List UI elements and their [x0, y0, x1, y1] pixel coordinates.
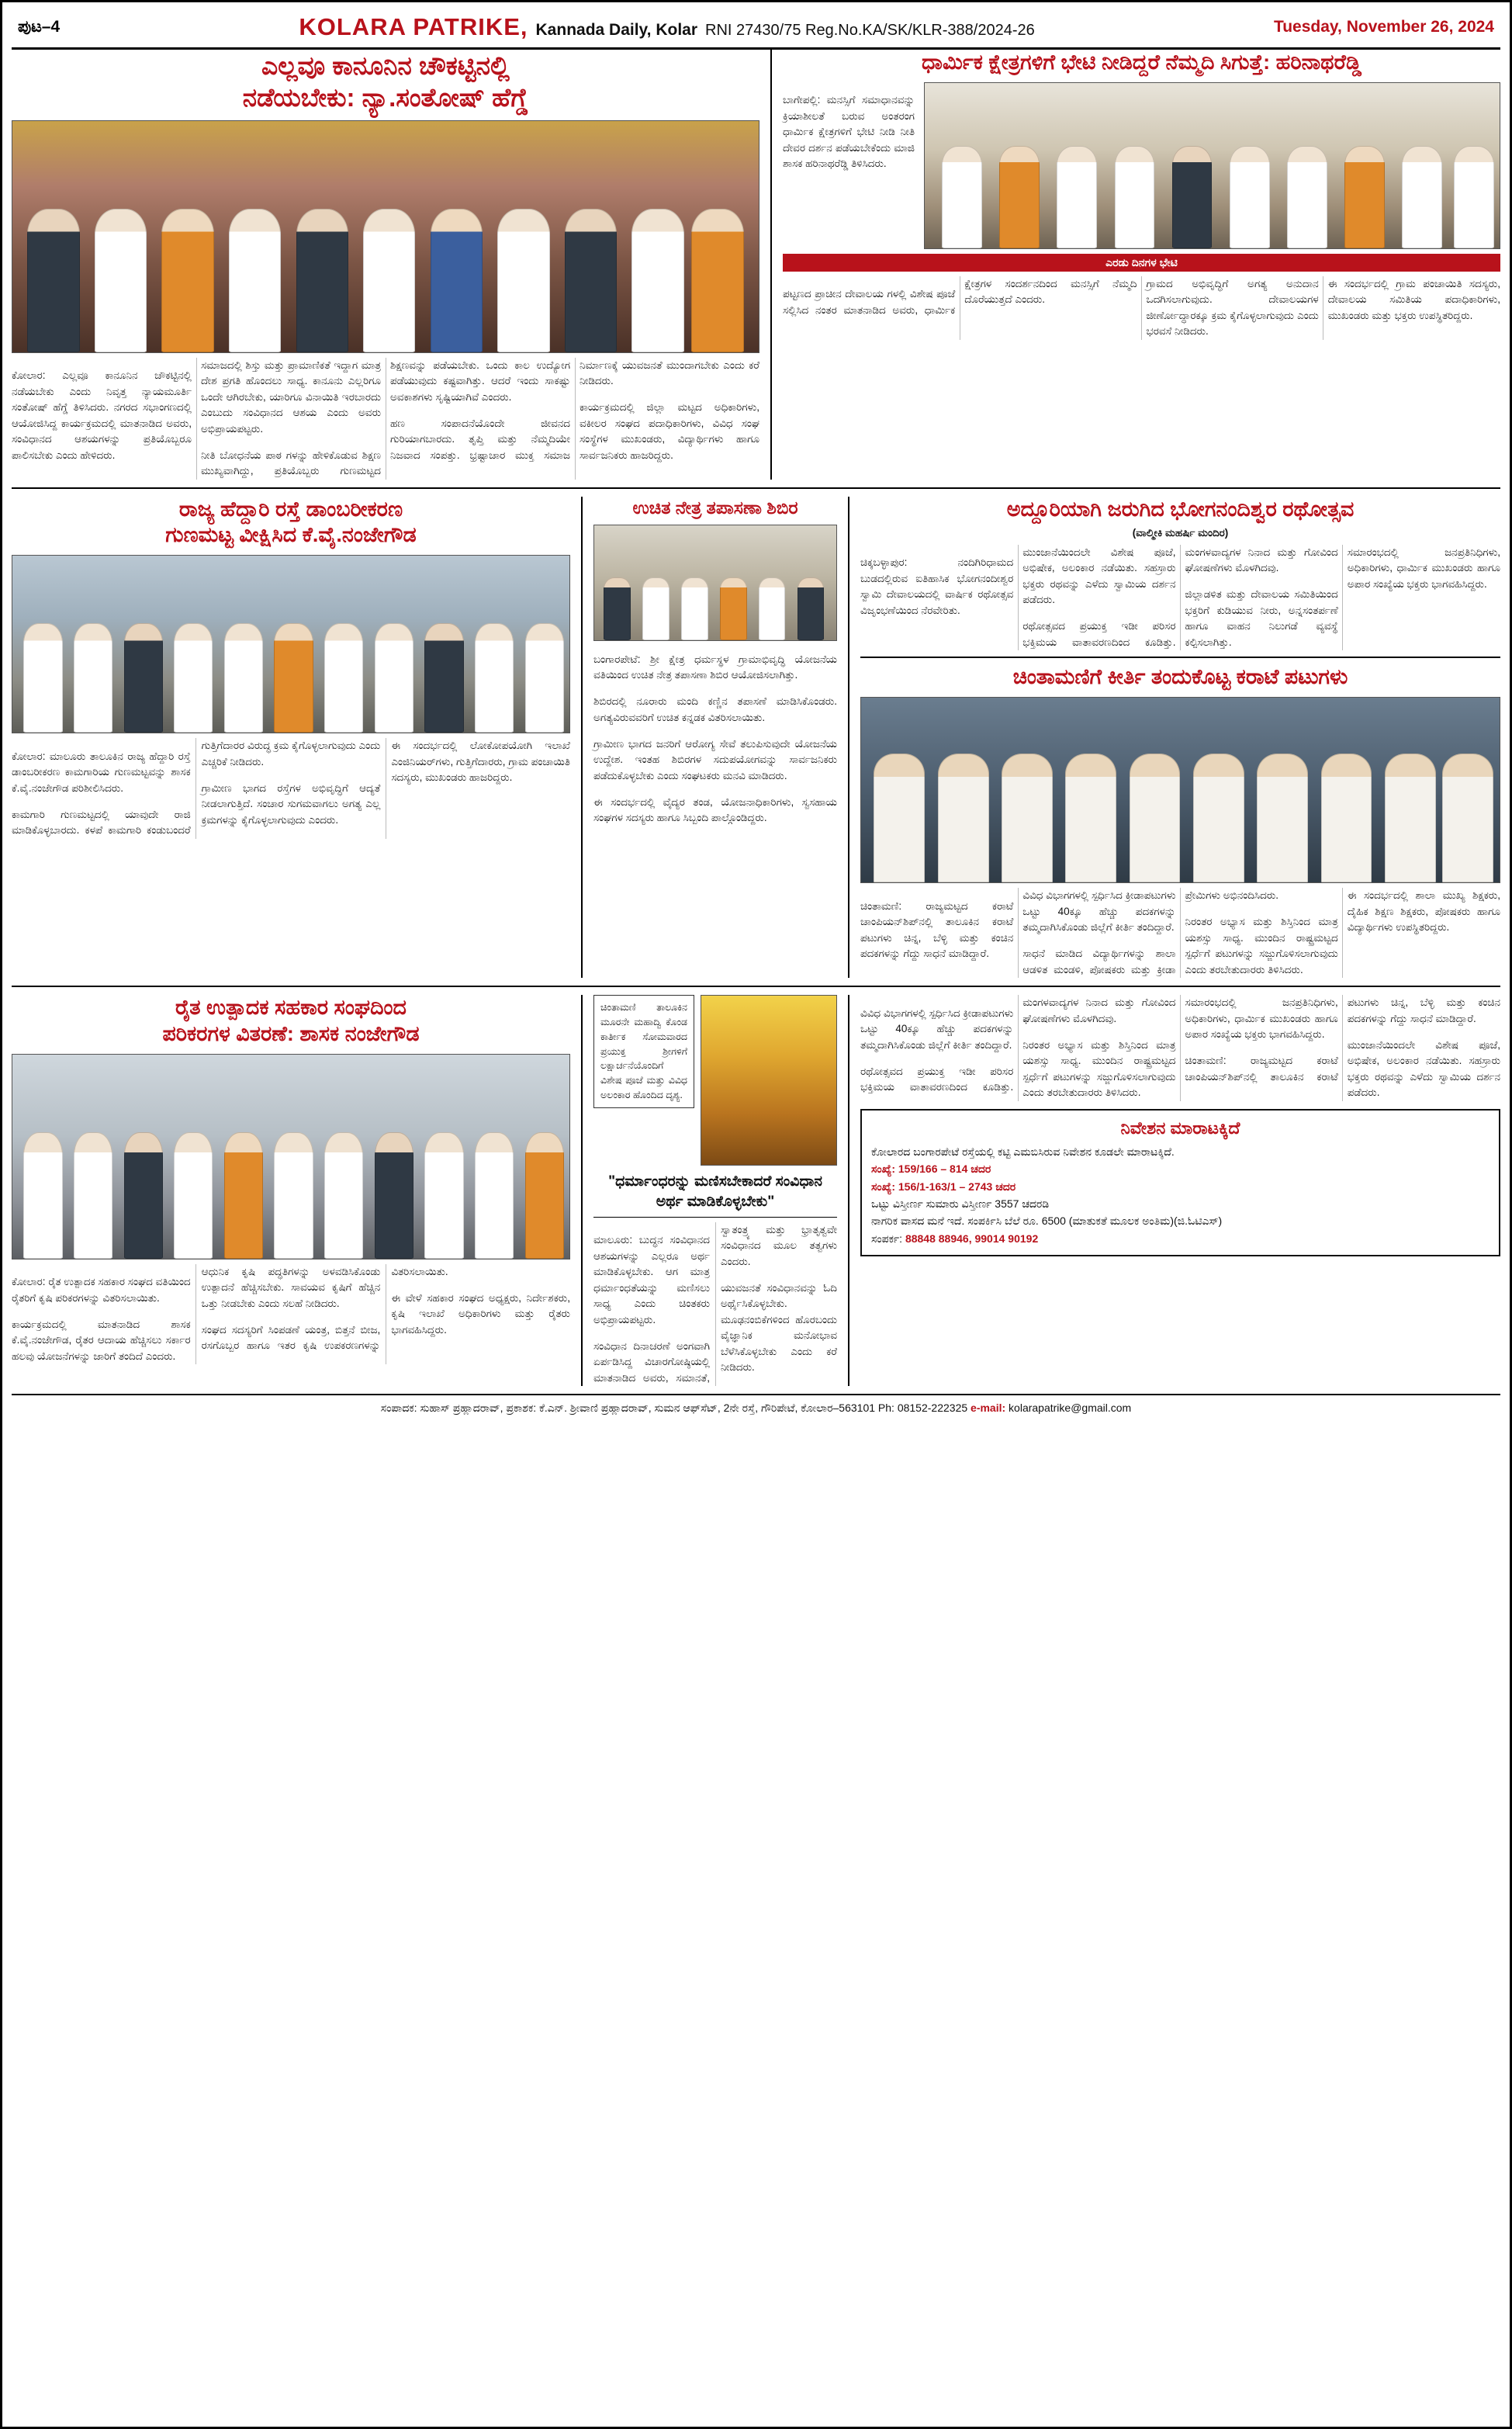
highway-photo-wrap [12, 555, 570, 733]
farmer-body [12, 1264, 570, 1365]
bottom-section [12, 987, 1500, 1386]
page-footer [12, 1394, 1500, 1422]
notice-contact-numbers: 88848 88946, 99014 90192 [905, 1232, 1039, 1245]
festival-paragraph: ಚಿಕ್ಕಬಳ್ಳಾಪುರ: ನಂದಿಗಿರಿಧಾಮದ ಬುಡದಲ್ಲಿರುವ ಐತಿಹಾಸಿಕ ಭೋಗನಂದೀಶ್ವರ ಸ್ವಾಮಿ ದೇವಾಲಯದಲ್ಲಿ ವಾರ್ಷಿಕ ರಥೋತ್ಸವ ವಿಜೃಂಭಣೆಯಿಂದ ನೆರವೇರಿತು. [860, 556, 1014, 616]
right-continuation-column [848, 995, 1500, 1386]
highway-headline-line1: ರಾಜ್ಯ ಹೆದ್ದಾರಿ ರಸ್ತೆ ಡಾಂಬರೀಕರಣ [178, 497, 403, 521]
religious-paragraph: ಗ್ರಾಮದ ಅಭಿವೃದ್ಧಿಗೆ ಅಗತ್ಯ ಅನುದಾನ ಒದಗಿಸಲಾಗುವುದು. ದೇವಾಲಯಗಳ ಜೀರ್ಣೋದ್ಧಾರಕ್ಕೂ ಕ್ರಮ ಕೈಗೊಳ್ಳಲಾಗುವುದು ಎಂದು ಭರವಸೆ ನೀಡಿದರು. [1146, 277, 1319, 338]
eye-camp-paragraph: ಈ ಸಂದರ್ಭದಲ್ಲಿ ವೈದ್ಯರ ತಂಡ, ಯೋಜನಾಧಿಕಾರಿಗಳು, ಸ್ವಸಹಾಯ ಸಂಘಗಳ ಸದಸ್ಯರು ಹಾಗೂ ಸಿಬ್ಬಂದಿ ಪಾಲ್ಗೊಂಡಿದ್ದರು. [593, 795, 837, 824]
road-inspection-photo [12, 555, 570, 733]
eye-camp-headline: ಉಚಿತ ನೇತ್ರ ತಪಾಸಣಾ ಶಿಬಿರ [632, 497, 798, 518]
page-number-label: ಪುಟ–4 [18, 18, 61, 36]
festival-headline: ಅದ್ದೂರಿಯಾಗಿ ಜರುಗಿದ ಭೋಗನಂದಿಶ್ವರ ರಥೋತ್ಸವ [1006, 497, 1355, 521]
footer-phone: 08152-222325 [897, 1402, 968, 1415]
religious-paragraph: ಬಾಗೇಪಲ್ಲಿ: ಮನಸ್ಸಿಗೆ ಸಮಾಧಾನವನ್ನು ಕ್ರಿಯಾಶೀಲತೆ ಬರುವ ಅಂತರಂಗ ಧಾರ್ಮಿಕ ಕ್ಷೇತ್ರಗಳಿಗೆ ಭೇಟಿ ನೀಡಿ ನೀತಿ ದೇವರ ದರ್ಶನ ಪಡೆಯಬೇಕೆಂದು ಮಾಜಿ ಶಾಸಕ ಹರಿನಾಥರೆಡ್ಡಿ ತಿಳಿಸಿದರು. [783, 94, 915, 170]
karate-paragraph: ಚಿಂತಾಮಣಿ: ರಾಜ್ಯಮಟ್ಟದ ಕರಾಟೆ ಚಾಂಪಿಯನ್‌ಶಿಪ್‌ನಲ್ಲಿ ತಾಲೂಕಿನ ಕರಾಟೆ ಪಟುಗಳು ಚಿನ್ನ, ಬೆಳ್ಳಿ ಮತ್ತು ಕಂಚಿನ ಪದಕಗಳನ್ನು ಗೆದ್ದು ಸಾಧನೆ ಮಾಡಿದ್ದಾರೆ. [860, 899, 1014, 960]
middle-section [12, 489, 1500, 988]
rni-registration: RNI 27430/75 Reg.No.KA/SK/KLR-388/2024-26 [705, 22, 1035, 39]
lead-body [12, 358, 759, 480]
continuation-paragraph: ಮುಂಜಾನೆಯಿಂದಲೇ ವಿಶೇಷ ಪೂಜೆ, ಅಭಿಷೇಕ, ಅಲಂಕಾರ ನಡೆಯಿತು. ಸಹಸ್ರಾರು ಭಕ್ತರು ರಥವನ್ನು ಎಳೆದು ಸ್ವಾಮಿಯ ದರ್ಶನ ಪಡೆದರು. [1347, 1038, 1500, 1099]
notice-item: ಒಟ್ಟು ವಿಸ್ತೀರ್ಣ ಸುಮಾರು ವಿಸ್ತೀರ್ಣ 3557 ಚದರಡಿ [871, 1197, 1050, 1211]
footer-email-label: e-mail: [971, 1402, 1006, 1415]
religious-paragraph: ಪಟ್ಟಣದ ಪ್ರಾಚೀನ ದೇವಾಲಯ ಗಳಲ್ಲಿ ವಿಶೇಷ ಪೂಜೆ ಸಲ್ಲಿಸಿದ ನಂತರ ಮಾತನಾಡಿದ ಅವರು, ಧಾರ್ಮಿಕ ಕ್ಷೇತ್ರಗಳ ಸಂದರ್ಶನದಿಂದ ಮನಸ್ಸಿಗೆ ನೆಮ್ಮದಿ ದೊರೆಯುತ್ತದೆ ಎಂದರು. [783, 277, 1137, 316]
continuation-paragraph: ರಥೋತ್ಸವದ ಪ್ರಯುಕ್ತ ಇಡೀ ಪರಿಸರ ಭಕ್ತಿಮಯ ವಾತಾವರಣದಿಂದ ಕೂಡಿತ್ತು. ಮಂಗಳವಾದ್ಯಗಳ ನಿನಾದ ಮತ್ತು ಗೋವಿಂದ ಘೋಷಣೆಗಳು ಮೊಳಗಿದವು. [860, 996, 1176, 1093]
karate-paragraph: ವಿವಿಧ ವಿಭಾಗಗಳಲ್ಲಿ ಸ್ಪರ್ಧಿಸಿದ ಕ್ರೀಡಾಪಟುಗಳು ಒಟ್ಟು 40ಕ್ಕೂ ಹೆಚ್ಚು ಪದಕಗಳನ್ನು ತಮ್ಮದಾಗಿಸಿಕೊಂಡು ಜಿಲ್ಲೆಗೆ ಕೀರ್ತಿ ತಂದಿದ್ದಾರೆ. [1022, 889, 1176, 934]
religious-story [770, 50, 1500, 480]
religious-body [783, 276, 1500, 340]
highway-paragraph: ಗ್ರಾಮೀಣ ಭಾಗದ ರಸ್ತೆಗಳ ಅಭಿವೃದ್ಧಿಗೆ ಆದ್ಯತೆ ನೀಡಲಾಗುತ್ತಿದೆ. ಸಂಚಾರ ಸುಗಮವಾಗಲು ಅಗತ್ಯ ಎಲ್ಲ ಕ್ರಮಗಳನ್ನು ಕೈಗೊಳ್ಳಲಾಗುವುದು ಎಂದರು. [201, 781, 381, 826]
eye-check-up-camp-photo [593, 525, 837, 641]
footer-email[interactable]: kolarapatrike@gmail.com [1009, 1402, 1132, 1415]
continuation-paragraph: ವಿವಿಧ ವಿಭಾಗಗಳಲ್ಲಿ ಸ್ಪರ್ಧಿಸಿದ ಕ್ರೀಡಾಪಟುಗಳು ಒಟ್ಟು 40ಕ್ಕೂ ಹೆಚ್ಚು ಪದಕಗಳನ್ನು ತಮ್ಮದಾಗಿಸಿಕೊಂಡು ಜಿಲ್ಲೆಗೆ ಕೀರ್ತಿ ತಂದಿದ್ದಾರೆ. [860, 1007, 1014, 1051]
farmer-headline-line2: ಪರಿಕರಗಳ ವಿತರಣೆ: ಶಾಸಕ ನಂಜೇಗೌಡ [162, 1022, 420, 1046]
farmer-photo-wrap [12, 1054, 570, 1260]
lead-headline-line1: ಎಲ್ಲವೂ ಕಾನೂನಿನ ಚೌಕಟ್ಟಿನಲ್ಲಿ [261, 51, 510, 80]
festival-paragraph: ಜಿಲ್ಲಾಡಳಿತ ಮತ್ತು ದೇವಾಲಯ ಸಮಿತಿಯಿಂದ ಭಕ್ತರಿಗೆ ಕುಡಿಯುವ ನೀರು, ಅನ್ನಸಂತರ್ಪಣೆ ಹಾಗೂ ವಾಹನ ನಿಲುಗಡೆ ವ್ಯವಸ್ಥೆ ಕಲ್ಪಿಸಲಾಗಿತ್ತು. [1185, 588, 1338, 648]
farmer-story [12, 995, 570, 1386]
karate-photo-wrap [860, 697, 1500, 883]
lead-paragraph: ಹಣ ಸಂಪಾದನೆಯೊಂದೇ ಜೀವನದ ಗುರಿಯಾಗಬಾರದು. ತೃಪ್ತಿ ಮತ್ತು ನೆಮ್ಮದಿಯೇ ನಿಜವಾದ ಸಂಪತ್ತು. ಭ್ರಷ್ಟಾಚಾರ ಮುಕ್ತ ಸಮಾಜ ನಿರ್ಮಾಣಕ್ಕೆ ಯುವಜನತೆ ಮುಂದಾಗಬೇಕು ಎಂದು ಕರೆ ನೀಡಿದರು. [390, 359, 759, 461]
religious-lead-column [783, 82, 915, 249]
karate-team-group-photo [860, 697, 1500, 883]
temple-visit-photo [924, 82, 1500, 249]
lamp-lighting-ceremony-photo [12, 120, 759, 353]
constitution-quote: "ಧರ್ಮಾಂಧರನ್ನು ಮಣಿಸಬೇಕಾದರೆ ಸಂವಿಧಾನ ಅರ್ಥ ಮಾಡಿಕೊಳ್ಳಬೇಕು" [608, 1173, 822, 1210]
temple-photo-caption: ಚಿಂತಾಮಣಿ ತಾಲೂಕಿನ ಮೂರನೇ ಮಹಾದ್ವಿ ಕೊಂಡ ಕಾರ್ತೀಕ ಸೋಮವಾರದ ಪ್ರಯುಕ್ತ ಶ್ರೀಗಳಿಗೆ ಲಕ್ಷಾರ್ಚನೆಯೊಂದಿಗೆ ವಿಶೇಷ ಪೂಜೆ ಮತ್ತು ವಿವಿಧ ಅಲಂಕಾರ ಹೊಂದಿದ ದೃಶ್ಯ. [593, 995, 694, 1107]
eye-camp-story [581, 497, 837, 979]
notice-contact-label: ಸಂಪರ್ಕ: [871, 1232, 903, 1245]
religious-headline: ಧಾರ್ಮಿಕ ಕ್ಷೇತ್ರಗಳಿಗೆ ಭೇಟಿ ನೀಡಿದ್ದರೆ ನೆಮ್ಮದಿ ಸಿಗುತ್ತೆ: ಹರಿನಾಥರೆಡ್ಡಿ [921, 50, 1362, 74]
publication-title: KOLARA PATRIKE, [299, 13, 528, 40]
festival-paragraph: ಮುಂಜಾನೆಯಿಂದಲೇ ವಿಶೇಷ ಪೂಜೆ, ಅಭಿಷೇಕ, ಅಲಂಕಾರ ನಡೆಯಿತು. ಸಹಸ್ರಾರು ಭಕ್ತರು ರಥವನ್ನು ಎಳೆದು ಸ್ವಾಮಿಯ ದರ್ಶನ ಪಡೆದರು. [1022, 546, 1176, 606]
eye-camp-paragraph: ಶಿಬಿರದಲ್ಲಿ ನೂರಾರು ಮಂದಿ ಕಣ್ಣಿನ ತಪಾಸಣೆ ಮಾಡಿಸಿಕೊಂಡರು. ಅಗತ್ಯವಿರುವವರಿಗೆ ಉಚಿತ ಕನ್ನಡಕ ವಿತರಿಸಲಾಯಿತು. [593, 695, 837, 723]
lead-paragraph: ಕೋಲಾರ: ಎಲ್ಲವೂ ಕಾನೂನಿನ ಚೌಕಟ್ಟಿನಲ್ಲಿ ನಡೆಯಬೇಕು ಎಂದು ನಿವೃತ್ತ ನ್ಯಾಯಮೂರ್ತಿ ಸಂತೋಷ್ ಹೆಗ್ಡೆ ತಿಳಿಸಿದರು. ನಗರದ ಸಭಾಂಗಣದಲ್ಲಿ ಆಯೋಜಿಸಿದ್ದ ಕಾರ್ಯಕ್ರಮದಲ್ಲಿ ಮಾತನಾಡಿದ ಅವರು, ಸಂವಿಧಾನದ ಆಶಯಗಳನ್ನು ಪ್ರತಿಯೊಬ್ಬರೂ ಪಾಲಿಸಬೇಕು ಎಂದು ಹೇಳಿದರು. [12, 369, 192, 461]
farmer-paragraph: ಸಂಘದ ಸದಸ್ಯರಿಗೆ ಸಿಂಪಡಣೆ ಯಂತ್ರ, ಬಿತ್ತನೆ ಬೀಜ, ರಸಗೊಬ್ಬರ ಹಾಗೂ ಇತರ ಕೃಷಿ ಉಪಕರಣಗಳನ್ನು ವಿತರಿಸಲಾಯಿತು. [201, 1265, 448, 1352]
lead-paragraph: ಕಾರ್ಯಕ್ರಮದಲ್ಲಿ ಜಿಲ್ಲಾ ಮಟ್ಟದ ಅಧಿಕಾರಿಗಳು, ವಕೀಲರ ಸಂಘದ ಪದಾಧಿಕಾರಿಗಳು, ವಿವಿಧ ಸಂಘ ಸಂಸ್ಥೆಗಳ ಮುಖಂಡರು, ವಿದ್ಯಾರ್ಥಿಗಳು ಹಾಗೂ ಸಾರ್ವಜನಿಕರು ಹಾಜರಿದ್ದರು. [580, 401, 759, 461]
religious-paragraph: ಈ ಸಂದರ್ಭದಲ್ಲಿ ಗ್ರಾಮ ಪಂಚಾಯಿತಿ ಸದಸ್ಯರು, ದೇವಾಲಯ ಸಮಿತಿಯ ಪದಾಧಿಕಾರಿಗಳು, ಮುಖಂಡರು ಮತ್ತು ಭಕ್ತರು ಉಪಸ್ಥಿತರಿದ್ದರು. [1327, 277, 1500, 321]
publication-date: Tuesday, November 26, 2024 [1273, 18, 1494, 36]
karate-paragraph: ನಿರಂತರ ಅಭ್ಯಾಸ ಮತ್ತು ಶಿಸ್ತಿನಿಂದ ಮಾತ್ರ ಯಶಸ್ಸು ಸಾಧ್ಯ. ಮುಂದಿನ ರಾಷ್ಟ್ರಮಟ್ಟದ ಸ್ಪರ್ಧೆಗೆ ಪಟುಗಳನ್ನು ಸಜ್ಜುಗೊಳಿಸಲಾಗುವುದು ಎಂದು ತರಬೇತುದಾರರು ತಿಳಿಸಿದರು. [1185, 916, 1338, 975]
notice-title: ನಿವೇಶನ ಮಾರಾಟಕ್ಕಿದೆ [1120, 1117, 1240, 1138]
highway-paragraph: ಈ ಸಂದರ್ಭದಲ್ಲಿ ಲೋಕೋಪಯೋಗಿ ಇಲಾಖೆ ಎಂಜಿನಿಯರ್‌ಗಳು, ಗುತ್ತಿಗೆದಾರರು, ಗ್ರಾಮ ಪಂಚಾಯಿತಿ ಸದಸ್ಯರು, ಮುಖಂಡರು ಹಾಜರಿದ್ದರು. [391, 740, 570, 784]
notice-item: ಸಂಖ್ಯೆ: 159/166 – 814 ಚದರ [871, 1163, 991, 1176]
festival-kicker: (ವಾಲ್ಮೀಕಿ ಮಹರ್ಷಿ ಮಂದಿರ) [1132, 527, 1229, 539]
lead-photo-wrap [12, 120, 759, 353]
karate-body [860, 888, 1500, 978]
eye-camp-photo-wrap [593, 525, 837, 641]
notice-item: ಸಂಖ್ಯೆ: 156/1-163/1 – 2743 ಚದರ [871, 1180, 1016, 1193]
lead-paragraph: ಸಮಾಜದಲ್ಲಿ ಶಿಸ್ತು ಮತ್ತು ಪ್ರಾಮಾಣಿಕತೆ ಇದ್ದಾಗ ಮಾತ್ರ ದೇಶ ಪ್ರಗತಿ ಹೊಂದಲು ಸಾಧ್ಯ. ಕಾನೂನು ಎಲ್ಲರಿಗೂ ಒಂದೇ ಆಗಿರಬೇಕು, ಯಾರಿಗೂ ವಿನಾಯಿತಿ ಇರಬಾರದು ಎಂಬುದು ಸಂವಿಧಾನದ ಆಶಯ ಎಂದು ಅವರು ಅಭಿಪ್ರಾಯಪಟ್ಟರು. [201, 359, 381, 435]
top-section [12, 50, 1500, 489]
temple-box-body [593, 1222, 837, 1387]
notice-footer-line: ನಾಗರಿಕ ವಾಸದ ಮನೆ ಇದೆ. ಸಂಪರ್ಕಿಸಿ ಬೆಲೆ ರೂ. 6500 (ಮಾತುಕತೆ ಮೂಲಕ ಅಂತಿಮ)(ಜಿ.ಓಟಿಎಸ್) [871, 1214, 1223, 1228]
eye-camp-paragraph: ಗ್ರಾಮೀಣ ಭಾಗದ ಜನರಿಗೆ ಆರೋಗ್ಯ ಸೇವೆ ತಲುಪಿಸುವುದೇ ಯೋಜನೆಯ ಉದ್ದೇಶ. ಇಂತಹ ಶಿಬಿರಗಳ ಸದುಪಯೋಗವನ್ನು ಸಾರ್ವಜನಿಕರು ಪಡೆದುಕೊಳ್ಳಬೇಕು ಎಂದು ಸಂಘಟಕರು ಮನವಿ ಮಾಡಿದರು. [593, 737, 837, 781]
notice-contact [871, 1230, 1490, 1247]
publication-subtitle: Kannada Daily, Kolar [535, 21, 698, 39]
karate-continuation-body [860, 995, 1500, 1101]
festival-body [860, 545, 1500, 651]
masthead-center [67, 13, 1266, 41]
footer-imprint: ಸಂಪಾದಕ: ಸುಹಾಸ್ ಪ್ರಹ್ಲಾದರಾವ್, ಪ್ರಕಾಶಕ: ಕೆ.ಎನ್. ಶ್ರೀವಾಣಿ ಪ್ರಹ್ಲಾದರಾವ್, ಸುಮನ ಆಫ್‌ಸೆಟ್, 2ನೇ ರಸ್ತೆ, ಗೌರಿಪೇಟೆ, ಕೋಲಾರ–563101 [380, 1402, 876, 1415]
religious-red-label: ಎರಡು ದಿನಗಳ ಭೇಟಿ [783, 254, 1500, 272]
lead-story [12, 50, 759, 480]
eye-camp-body [593, 652, 837, 826]
continuation-paragraph: ಚಿಂತಾಮಣಿ: ರಾಜ್ಯಮಟ್ಟದ ಕರಾಟೆ ಚಾಂಪಿಯನ್‌ಶಿಪ್‌ನಲ್ಲಿ ತಾಲೂಕಿನ ಕರಾಟೆ ಪಟುಗಳು ಚಿನ್ನ, ಬೆಳ್ಳಿ ಮತ್ತು ಕಂಚಿನ ಪದಕಗಳನ್ನು ಗೆದ್ದು ಸಾಧನೆ ಮಾಡಿದ್ದಾರೆ. [1185, 996, 1500, 1083]
decorated-deity-photo [701, 995, 837, 1166]
farmer-paragraph: ಕಾರ್ಯಕ್ರಮದಲ್ಲಿ ಮಾತನಾಡಿದ ಶಾಸಕ ಕೆ.ವೈ.ನಂಜೇಗೌಡ, ರೈತರ ಆದಾಯ ಹೆಚ್ಚಿಸಲು ಸರ್ಕಾರ ಹಲವು ಯೋಜನೆಗಳನ್ನು ಜಾರಿಗೆ ತಂದಿದೆ ಎಂದರು. [12, 1318, 191, 1362]
temple-box-column [581, 995, 837, 1386]
highway-paragraph: ಕೋಲಾರ: ಮಾಲೂರು ತಾಲೂಕಿನ ರಾಜ್ಯ ಹೆದ್ದಾರಿ ರಸ್ತೆ ಡಾಂಬರೀಕರಣ ಕಾಮಗಾರಿಯ ಗುಣಮಟ್ಟವನ್ನು ಶಾಸಕ ಕೆ.ವೈ.ನಂಜೇಗೌಡ ಪರಿಶೀಲಿಸಿದರು. [12, 750, 191, 794]
temple-box-paragraph: ಯುವಜನತೆ ಸಂವಿಧಾನವನ್ನು ಓದಿ ಅರ್ಥೈಸಿಕೊಳ್ಳಬೇಕು. ಮೂಢನಂಬಿಕೆಗಳಿಂದ ಹೊರಬಂದು ವೈಜ್ಞಾನಿಕ ಮನೋಭಾವ ಬೆಳೆಸಿಕೊಳ್ಳಬೇಕು ಎಂದು ಕರೆ ನೀಡಿದರು. [721, 1281, 837, 1374]
farmer-paragraph: ಈ ವೇಳೆ ಸಹಕಾರ ಸಂಘದ ಅಧ್ಯಕ್ಷರು, ನಿರ್ದೇಶಕರು, ಕೃಷಿ ಇಲಾಖೆ ಅಧಿಕಾರಿಗಳು ಮತ್ತು ರೈತರು ಭಾಗವಹಿಸಿದ್ದರು. [391, 1291, 570, 1336]
lead-paragraph: ನೀತಿ ಬೋಧನೆಯ ಪಾಠ ಗಳನ್ನು ಹೇಳಿಕೊಡುವ ಶಿಕ್ಷಣ ಮುಖ್ಯವಾಗಿದ್ದು, ಪ್ರತಿಯೊಬ್ಬರು ಗುಣಮಟ್ಟದ ಶಿಕ್ಷಣವನ್ನು ಪಡೆಯಬೇಕು. ಒಂದು ಕಾಲ ಉದ್ಯೋಗ ಪಡೆಯುವುದು ಕಷ್ಟವಾಗಿತ್ತು. ಆದರೆ ಇಂದು ಸಾಕಷ್ಟು ಅವಕಾಶಗಳು ಸೃಷ್ಟಿಯಾಗಿವೆ ಎಂದರು. [201, 359, 570, 477]
festival-karate-column [848, 497, 1500, 979]
religious-top [783, 82, 1500, 249]
temple-box-paragraph: ಸಂವಿಧಾನ ದಿನಾಚರಣೆ ಅಂಗವಾಗಿ ಏರ್ಪಡಿಸಿದ್ದ ವಿಚಾರಗೋಷ್ಠಿಯಲ್ಲಿ ಮಾತನಾಡಿದ ಅವರು, ಸಮಾನತೆ, ಸ್ವಾತಂತ್ರ್ಯ ಮತ್ತು ಭ್ರಾತೃತ್ವವೇ ಸಂವಿಧಾನದ ಮೂಲ ತತ್ವಗಳು ಎಂದರು. [593, 1223, 837, 1384]
eye-camp-paragraph: ಬಂಗಾರಪೇಟೆ: ಶ್ರೀ ಕ್ಷೇತ್ರ ಧರ್ಮಸ್ಥಳ ಗ್ರಾಮಾಭಿವೃದ್ಧಿ ಯೋಜನೆಯ ವತಿಯಿಂದ ಉಚಿತ ನೇತ್ರ ತಪಾಸಣಾ ಶಿಬಿರ ಆಯೋಜಿಸಲಾಗಿತ್ತು. [593, 653, 837, 681]
lead-headline-line2: ನಡೆಯಬೇಕು: ನ್ಯಾ.ಸಂತೋಷ್ ಹೆಗ್ಡೆ [242, 83, 529, 113]
karate-headline: ಚಿಂತಾಮಣಿಗೆ ಕೀರ್ತಿ ತಂದುಕೊಟ್ಟ ಕರಾಟೆ ಪಟುಗಳು [1012, 665, 1348, 689]
farmer-paragraph: ಕೋಲಾರ: ರೈತ ಉತ್ಪಾದಕ ಸಹಕಾರ ಸಂಘದ ವತಿಯಿಂದ ರೈತರಿಗೆ ಕೃಷಿ ಪರಿಕರಗಳನ್ನು ವಿತರಿಸಲಾಯಿತು. [12, 1276, 191, 1304]
karate-paragraph: ಈ ಸಂದರ್ಭದಲ್ಲಿ ಶಾಲಾ ಮುಖ್ಯ ಶಿಕ್ಷಕರು, ದೈಹಿಕ ಶಿಕ್ಷಣ ಶಿಕ್ಷಕರು, ಪೋಷಕರು ಹಾಗೂ ವಿದ್ಯಾರ್ಥಿಗಳು ಉಪಸ್ಥಿತರಿದ್ದರು. [1347, 889, 1500, 934]
festival-paragraph: ಸಮಾರಂಭದಲ್ಲಿ ಜನಪ್ರತಿನಿಧಿಗಳು, ಅಧಿಕಾರಿಗಳು, ಧಾರ್ಮಿಕ ಮುಖಂಡರು ಹಾಗೂ ಅಪಾರ ಸಂಖ್ಯೆಯ ಭಕ್ತರು ಭಾಗವಹಿಸಿದ್ದರು. [1347, 546, 1500, 590]
farm-equipment-distribution-photo [12, 1054, 570, 1260]
farmer-headline-line1: ರೈತ ಉತ್ಪಾದಕ ಸಹಕಾರ ಸಂಘದಿಂದ [175, 996, 407, 1020]
highway-story [12, 497, 570, 979]
classified-notice [860, 1109, 1500, 1256]
temple-box-paragraph: ಮಾಲೂರು: ಬುದ್ಧನ ಸಂವಿಧಾನದ ಆಶಯಗಳನ್ನು ಎಲ್ಲರೂ ಅರ್ಥ ಮಾಡಿಕೊಳ್ಳಬೇಕು. ಆಗ ಮಾತ್ರ ಧರ್ಮಾಂಧತೆಯನ್ನು ಮಣಿಸಲು ಸಾಧ್ಯ ಎಂದು ಚಿಂತಕರು ಅಭಿಪ್ರಾಯಪಟ್ಟರು. [593, 1234, 710, 1325]
festival-paragraph: ರಥೋತ್ಸವದ ಪ್ರಯುಕ್ತ ಇಡೀ ಪರಿಸರ ಭಕ್ತಿಮಯ ವಾತಾವರಣದಿಂದ ಕೂಡಿತ್ತು. ಮಂಗಳವಾದ್ಯಗಳ ನಿನಾದ ಮತ್ತು ಗೋವಿಂದ ಘೋಷಣೆಗಳು ಮೊಳಗಿದವು. [1022, 546, 1338, 648]
continuation-paragraph: ನಿರಂತರ ಅಭ್ಯಾಸ ಮತ್ತು ಶಿಸ್ತಿನಿಂದ ಮಾತ್ರ ಯಶಸ್ಸು ಸಾಧ್ಯ. ಮುಂದಿನ ರಾಷ್ಟ್ರಮಟ್ಟದ ಸ್ಪರ್ಧೆಗೆ ಪಟುಗಳನ್ನು ಸಜ್ಜುಗೊಳಿಸಲಾಗುವುದು ಎಂದು ತರಬೇತುದಾರರು ತಿಳಿಸಿದರು. [1022, 1038, 1176, 1099]
farmer-paragraph: ಆಧುನಿಕ ಕೃಷಿ ಪದ್ಧತಿಗಳನ್ನು ಅಳವಡಿಸಿಕೊಂಡು ಉತ್ಪಾದನೆ ಹೆಚ್ಚಿಸಬೇಕು. ಸಾವಯವ ಕೃಷಿಗೆ ಹೆಚ್ಚಿನ ಒತ್ತು ನೀಡಬೇಕು ಎಂದು ಸಲಹೆ ನೀಡಿದರು. [201, 1265, 381, 1309]
masthead [12, 10, 1500, 50]
footer-phone-label: Ph: [877, 1402, 894, 1415]
continuation-paragraph: ಸಮಾರಂಭದಲ್ಲಿ ಜನಪ್ರತಿನಿಧಿಗಳು, ಅಧಿಕಾರಿಗಳು, ಧಾರ್ಮಿಕ ಮುಖಂಡರು ಹಾಗೂ ಅಪಾರ ಸಂಖ್ಯೆಯ ಭಕ್ತರು ಭಾಗವಹಿಸಿದ್ದರು. [1185, 996, 1338, 1041]
highway-body [12, 738, 570, 839]
highway-paragraph: ಕಾಮಗಾರಿ ಗುಣಮಟ್ಟದಲ್ಲಿ ಯಾವುದೇ ರಾಜಿ ಮಾಡಿಕೊಳ್ಳಬಾರದು. ಕಳಪೆ ಕಾಮಗಾರಿ ಕಂಡುಬಂದರೆ ಗುತ್ತಿಗೆದಾರರ ವಿರುದ್ಧ ಕ್ರಮ ಕೈಗೊಳ್ಳಲಾಗುವುದು ಎಂದು ಎಚ್ಚರಿಕೆ ನೀಡಿದರು. [12, 740, 381, 837]
highway-headline-line2: ಗುಣಮಟ್ಟ ವೀಕ್ಷಿಸಿದ ಕೆ.ವೈ.ನಂಜೇಗೌಡ [165, 523, 417, 547]
notice-line: ಕೋಲಾರದ ಬಂಗಾರಪೇಟೆ ರಸ್ತೆಯಲ್ಲಿ ಕಟ್ಟಿ ಎಮಬಿಸಿರುವ ನಿವೇಶನ ಕೂಡಲೇ ಮಾರಾಟಕ್ಕಿದೆ. [871, 1145, 1175, 1158]
karate-paragraph: ಸಾಧನೆ ಮಾಡಿದ ವಿದ್ಯಾರ್ಥಿಗಳನ್ನು ಶಾಲಾ ಆಡಳಿತ ಮಂಡಳಿ, ಪೋಷಕರು ಮತ್ತು ಕ್ರೀಡಾ ಪ್ರೇಮಿಗಳು ಅಭಿನಂದಿಸಿದರು. [1022, 889, 1279, 975]
